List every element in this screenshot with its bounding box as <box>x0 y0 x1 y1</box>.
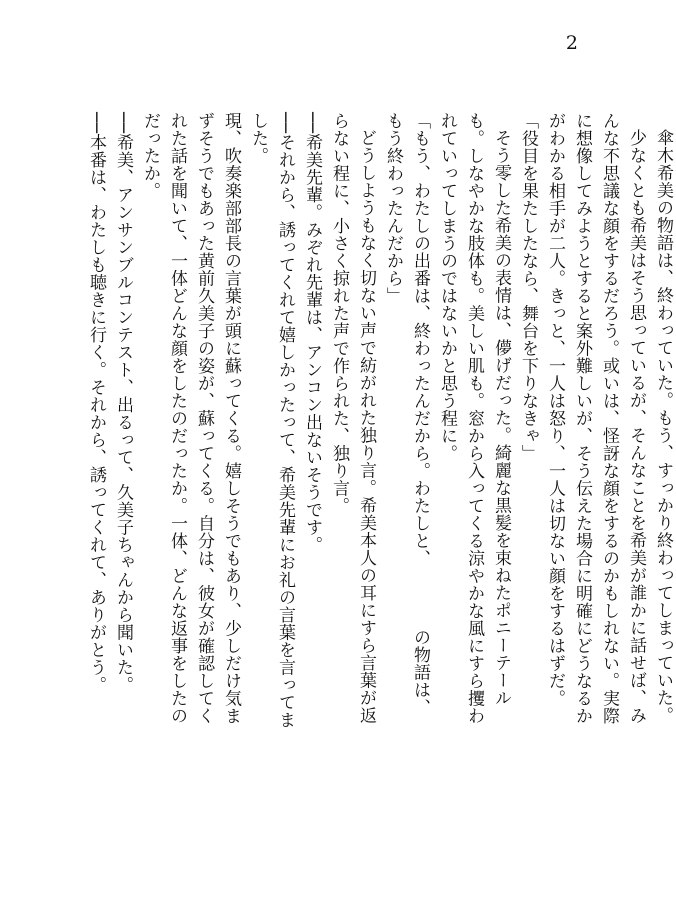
dialogue-line: 「もう、わたしの出番は、終わったんだから。わたしと、 の物語は、もう終わったんだから」 <box>383 112 430 716</box>
paragraph: 現、吹奏楽部部長の言葉が頭に蘇ってくる。嬉しそうでもあり、少しだけ気まずそうでもあった黄前久美子の姿が、蘇ってくる。自分は、彼女が確認してくれた話を聞いて、一体どんな顔をしたのだったか。一体、どんな返事をしたのだったか。 <box>140 112 241 725</box>
dialogue-line: ──それから、誘ってくれて嬉しかったって、希美先輩にお礼の言葉を言ってました。 <box>248 112 295 729</box>
vertical-text-column <box>82 112 676 732</box>
paragraph: 少なくとも希美はそう思っているが、そんなことを希美が誰かに話せば、みんな不思議な顔をするだろう。或いは、怪訝な顔をするのかもしれない。実際に想像してみようとすると案外難しいが、そう伝えた場合に明確にどうなるかがわかる相手が二人。きっと、一人は怒り、一人は切ない顔をするはずだ。 <box>545 112 646 725</box>
paragraph: そう零した希美の表情は、儚げだった。綺麗な黒髪を束ねたポニーテールも。しなやかな肢体も。美しい肌も。窓から入ってくる涼やかな風にすら攫われていってしまうのではないかと思う程に。 <box>437 112 511 725</box>
body-text <box>82 112 673 732</box>
dialogue-line: ──本番は、わたしも聴きに行く。それから、誘ってくれて、ありがとう。 <box>86 112 106 694</box>
dialogue-line: 「役目を果たしたなら、舞台を下りなきゃ」 <box>518 112 538 462</box>
paragraph: 傘木希美の物語は、終わっていた。もう、すっかり終わってしまっていた。 <box>653 129 673 724</box>
dialogue-line: ──希美先輩。みぞれ先輩は、アンコン出ないそうです。 <box>302 112 322 554</box>
paragraph: どうしようもなく切ない声で紡がれた独り言。希美本人の耳にすら言葉が返らない程に、小さく掠れた声で作られた、独り言。 <box>329 112 376 724</box>
dialogue-line: ──希美、アンサンブルコンテスト、出るって、久美子ちゃんから聞いた。 <box>113 112 133 694</box>
page-number: 2 <box>565 32 578 54</box>
